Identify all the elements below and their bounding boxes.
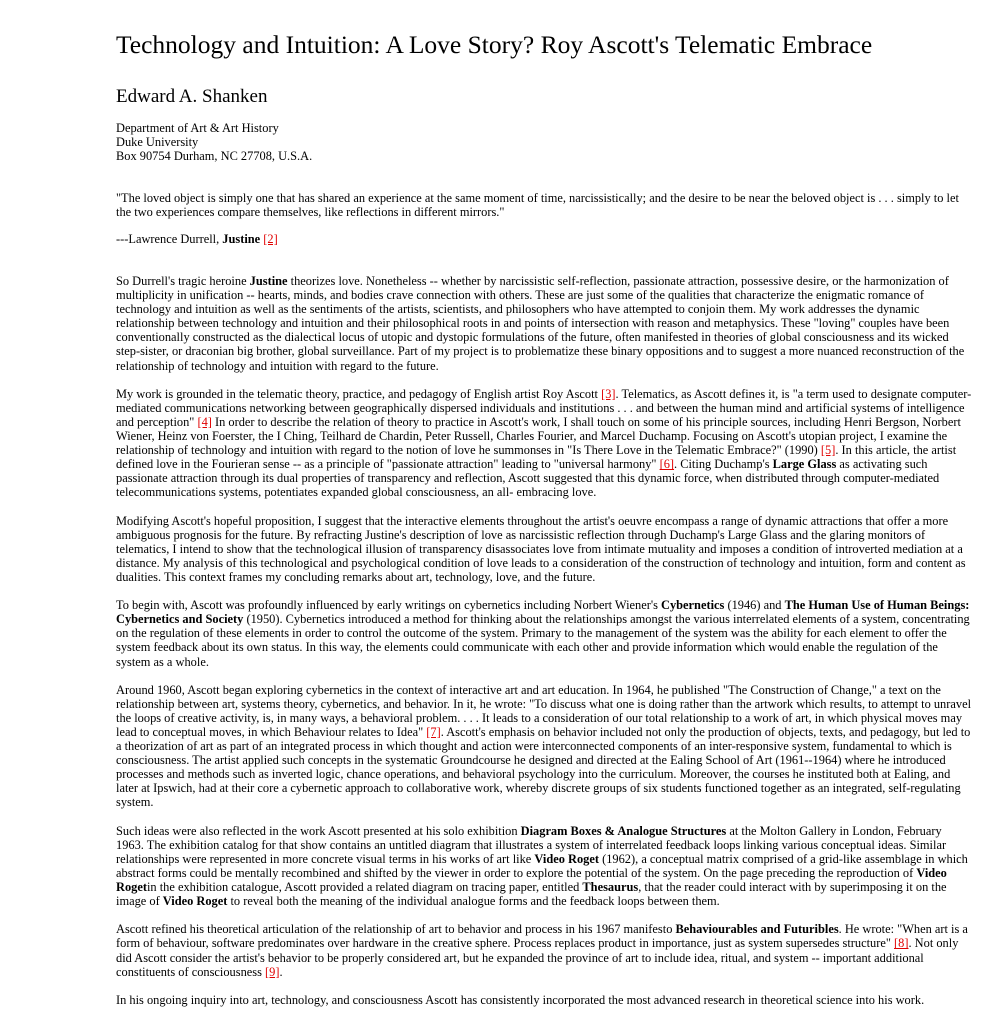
paragraph-text: theorizes love. Nonetheless -- whether by narcissistic self-reflection, passionate attraction, possessive desire, or the harmonization of multiplicity in unification -- hearts, minds, and bodies crave connection with others. These are just some of the qualities that characterize the enigmatic romance of technology and intuition as well as the sentiments of the artists, scientists, and philosophers who have attempted to conjoin them. My work addresses the dynamic relationship between technology and intuition and their philosophical roots in and points of intersection with reason and metaphysics. These "loving" couples have been conventionally constructed as the dialectical locus of utopic and dystopic formulations of the future, often manifested in theories of global consciousness and its wicked step-sister, or draconian big brother, global surveillance. Part of my project is to problematize these binary oppositions and to suggest a more nuanced reconstruction of the relationship of technology and intuition with regard to the future. [116,274,965,373]
affiliation-line: Duke University [116,135,199,150]
paragraph-text: . Citing Duchamp's [674,457,773,472]
paragraph-text: at the Molton Gallery in London, February 1963. The exhibition catalog for that show contains an untitled diagram that illustrates a system of interrelated feedback loops linking various conceptual ideas. Similar relationships were represented in more concrete visual terms in his works of art like [116,823,947,866]
paragraph-text: Ascott refined his theoretical articulation of the relationship of art to behavior and process in his 1967 manifesto [116,922,676,937]
page-title: Technology and Intuition: A Love Story? Roy Ascott's Telematic Embrace [116,30,873,59]
body-paragraph [116,387,972,500]
footnote-link[interactable]: [5] [820,443,836,458]
paragraph-text: in the exhibition catalogue, Ascott provided a related diagram on tracing paper, entitled [146,880,583,895]
paragraph-text: (1950). Cybernetics introduced a method for thinking about the relationships amongst the various interrelated elements of a system, concentrating on the regulation of these elements in order to control the outcome of the system. Primary to the management of the system was the ability for each element to offer the system feedback about its own status. In this way, the elements could communicate with each other and provide information which would enable the regulation of the system as a whole. [116,612,970,669]
work-title: Video Roget [534,851,599,866]
epigraph-attribution [116,232,972,246]
paragraph-text: So Durrell's tragic heroine [116,274,250,288]
paragraph-text: . Telematics, as Ascott defines it, is "a term used to designate computer-mediated communications networking between geographically dispersed individuals and institutions . . . and between the human mind and artificial systems of intelligence and perception" [116,386,972,429]
article-body [116,274,972,1021]
paragraph-text: . In this article, the artist defined love in the Fourieran sense -- as a principle of "passionate attraction" leading to "universal harmony" [116,443,957,472]
body-paragraph [116,824,972,909]
work-title: Thesaurus [582,880,639,895]
body-paragraph [116,922,972,978]
body-paragraph [116,514,972,584]
paragraph-text: My work is grounded in the telematic theory, practice, and pedagogy of English artist Roy Ascott [116,386,602,401]
work-title: Diagram Boxes & Analogue Structures [520,823,727,838]
paragraph-text: as activating such passionate attraction through its dual properties of transparency and reflection, Ascott suggested that this dynamic force, when distributed through computer-mediated telecommunications systems, potentiates expanded global consciousness, an all- embracing love. [116,457,940,500]
author-name: Edward A. Shanken [116,86,268,107]
paragraph-text: , that the reader could interact with by superimposing it on the image of [116,880,947,909]
paragraph-text: Such ideas were also reflected in the work Ascott presented at his solo exhibition [116,823,521,838]
affiliation-line: Department of Art & Art History [116,121,279,135]
paragraph-text: to reveal both the meaning of the individual analogue forms and the feedback loops between them. [227,894,720,909]
paragraph-text: . Ascott's emphasis on behavior included not only the production of objects, texts, and pedagogy, but led to a theorization of art as part of an integrated process in which thought and action were interconnected components of an inter-responsive system, fundamental to which is consciousness. The artist applied such concepts in the systematic Groundcourse he designed and directed at the Ealing School of Art (1961--1964) where he introduced processes and methods such as inverted logic, chance operations, and behavioral psychology into the curriculum. Moreover, the courses he instituted both at Ealing, and later at Ipswich, had at their core a cybernetic approach to collaborative work, whereby discrete groups of six students functioned together as an integrated, self-regulating system. [116,725,971,810]
work-title: Cybernetics [661,598,725,613]
footnote-link[interactable]: [6] [659,457,675,472]
paragraph-text: (1946) and [724,598,785,613]
attribution-author: ---Lawrence Durrell, [116,232,223,246]
paragraph-text: In order to describe the relation of theory to practice in Ascott's work, I shall touch on some of his principle sources, including Henri Bergson, Norbert Wiener, Heinz von Foerster, the I Ching, Teilhard de Chardin, Peter Russell, Charles Fourier, and Marcel Duchamp. Focusing on Ascott's utopian project, I examine the relationship of technology and intuition with regard to the notion of love he summonses in "Is There Love in the Telematic Embrace?" (1990) [116,414,961,458]
paragraph-text: Around 1960, Ascott began exploring cybernetics in the context of interactive art and art education. In 1964, he published "The Construction of Change," a text on the relationship between art, systems theory, cybernetics, and behavior. In it, he wrote: "To discuss what one is doing rather than the artwork which results, to attempt to unravel the loops of creative activity, is, in many ways, a behavioral problem. . . . It leads to a consideration of our total relationship to a work of art, in which physical moves may lead to conceptual moves, in which Behaviour relates to Idea" [116,682,972,739]
paragraph-text: . He wrote: "When art is a form of behaviour, software predominates over hardware in the creative sphere. Process replaces product in importance, just as system supersedes structure" [116,922,968,951]
footnote-link[interactable]: [3] [601,386,616,401]
paragraph-text: In his ongoing inquiry into art, technology, and consciousness Ascott has consistently incorporated the most advanced research in theoretical science into his work. [116,992,925,1007]
work-title: Video Roget [162,894,228,909]
footnote-link[interactable]: [8] [894,936,909,951]
affiliation [116,121,972,163]
paragraph-text: (1962), a conceptual matrix comprised of a grid-like assemblage in which abstract forms could be mentally recombined and shifted by the viewer in order to explore the potential of the system. On the page preceding the reproduction of [116,851,968,880]
paragraph-text: . [279,964,283,979]
body-paragraph [116,274,972,373]
work-title: Behaviourables and Futuribles [675,922,839,937]
body-paragraph [116,598,972,668]
footnote-link[interactable]: [2] [263,232,278,246]
footnote-link[interactable]: [7] [426,725,441,739]
work-title: Large Glass [772,457,837,472]
epigraph-quote: "The loved object is simply one that has shared an experience at the same moment of time, narcissistically; and the desire to be near the beloved object is . . . simply to let the two experiences compare themselves, like reflections in different mirrors." [116,191,959,220]
affiliation-line: Box 90754 Durham, NC 27708, U.S.A. [116,149,313,164]
footnote-link[interactable]: [9] [265,964,280,979]
work-title: The Human Use of Human Beings: Cybernetics and Society [116,598,970,627]
work-title: Justine [249,274,288,288]
paragraph-text: To begin with, Ascott was profoundly influenced by early writings on cybernetics including Norbert Wiener's [116,598,662,613]
work-title: Video Roget [116,865,947,895]
paragraph-text: Modifying Ascott's hopeful proposition, I suggest that the interactive elements throughout the artist's oeuvre encompass a range of dynamic attractions that offer a more ambiguous prognosis for the future. By refracting Justine's description of love as narcissistic reflection through Duchamp's Large Glass and the glaring monitors of telematics, I intend to show that the technological illusion of transparency disassociates love from intimate mutuality and imposes a condition of introverted mediation at a distance. My analysis of this technological and psychological condition of love leads to a consideration of the construction of technology and intuition, form and content as dualities. This context frames my concluding remarks about art, technology, love, and the future. [116,513,966,584]
body-paragraph [116,683,972,810]
attribution-work: Justine [222,232,261,246]
paragraph-text: . Not only did Ascott consider the artist's behavior to be properly considered art, but he expanded the province of art to include idea, ritual, and system -- important additional constituents of consciousness [116,936,959,979]
footnote-link[interactable]: [4] [197,414,212,429]
